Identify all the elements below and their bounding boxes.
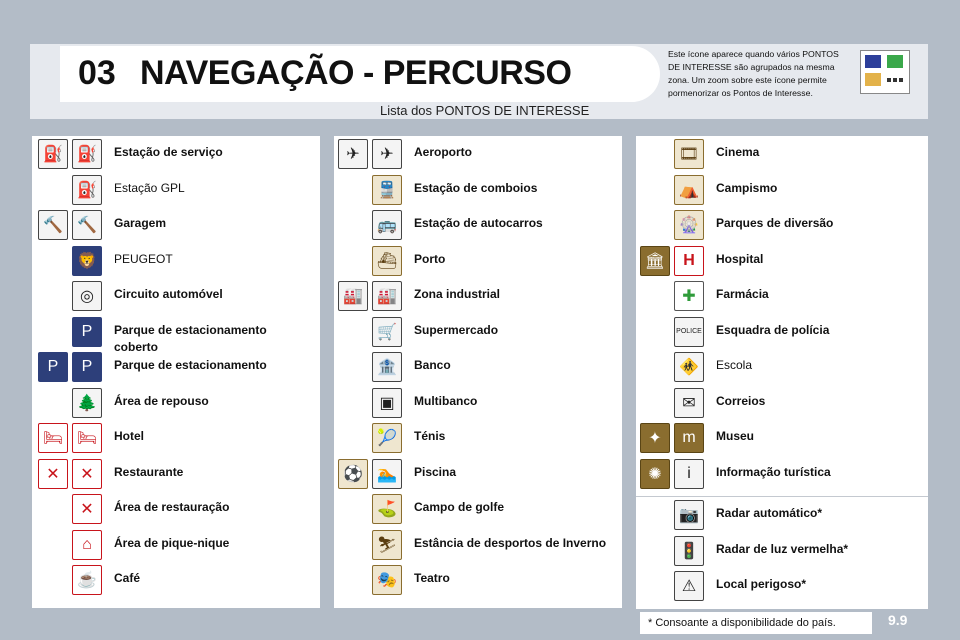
parking-icon: P — [38, 352, 68, 382]
poi-row — [334, 314, 622, 350]
poi-row — [334, 456, 622, 492]
poi-row — [32, 314, 320, 354]
poi-label: Área de pique-nique — [114, 535, 230, 550]
poi-label: Circuito automóvel — [114, 287, 223, 301]
sightseeing-icon: ✺ — [640, 459, 670, 489]
hammer-icon: 🔨 — [38, 210, 68, 240]
poi-label: Área de repouso — [114, 393, 209, 408]
poi-label: Parque de estacionamento — [114, 358, 267, 372]
chapter-title: NAVEGAÇÃO - PERCURSO — [140, 54, 572, 92]
poi-row — [32, 385, 320, 421]
poi-label: Estação GPL — [114, 180, 185, 195]
industry-icon: 🏭 — [372, 281, 402, 311]
poi-label: Aeroporto — [414, 145, 472, 159]
poi-label: Estância de desportos de Inverno — [414, 535, 607, 550]
poi-row — [636, 243, 928, 279]
poi-row — [32, 349, 320, 385]
poi-column-3 — [636, 136, 928, 496]
poi-label: Teatro — [414, 571, 450, 585]
food-court-icon: ✕ — [72, 494, 102, 524]
poi-row — [334, 491, 622, 527]
poi-label: Ténis — [414, 429, 446, 443]
peugeot-lion-icon: 🦁 — [72, 246, 102, 276]
poi-row — [32, 278, 320, 314]
film-reel-icon: 🎞 — [674, 139, 704, 169]
poi-column-3-speed-cameras — [636, 496, 928, 609]
poi-row — [334, 349, 622, 385]
poi-label: Cinema — [716, 145, 760, 159]
poi-row — [32, 527, 320, 563]
poi-column-2 — [334, 136, 622, 608]
poi-label: Café — [114, 571, 141, 585]
poi-label: Parques de diversão — [716, 216, 834, 230]
poi-row — [32, 243, 320, 279]
poi-label: Farmácia — [716, 287, 769, 301]
school-children-icon: 🚸 — [674, 352, 704, 382]
amusement-park-icon: 🎡 — [674, 210, 704, 240]
camping-tent-icon: ⛺ — [674, 175, 704, 205]
poi-row — [32, 456, 320, 492]
picnic-icon: ⌂ — [72, 530, 102, 560]
poi-row — [636, 349, 928, 385]
poi-row — [32, 207, 320, 243]
airplane-icon: ✈ — [372, 139, 402, 169]
page-number: 9.9 — [888, 612, 908, 628]
red-light-camera-icon: 🚦 — [674, 536, 704, 566]
poi-label: Garagem — [114, 216, 167, 230]
poi-row — [636, 278, 928, 314]
poi-row — [636, 314, 928, 350]
poi-row — [334, 243, 622, 279]
airport-facilities-icon: ✈ — [338, 139, 368, 169]
poi-label: Hospital — [716, 251, 764, 266]
poi-row — [334, 420, 622, 456]
poi-label: Campo de golfe — [414, 500, 505, 514]
poi-row — [32, 491, 320, 527]
poi-label: Escola — [716, 358, 753, 372]
pharmacy-cross-icon: ✚ — [674, 281, 704, 311]
footnote: * Consoante a disponibilidade do país. — [640, 612, 872, 634]
ski-icon: ⛷ — [372, 530, 402, 560]
poi-row — [32, 562, 320, 598]
info-icon: i — [674, 459, 704, 489]
poi-row — [334, 136, 622, 172]
poi-label: Porto — [414, 251, 446, 266]
poi-row — [32, 136, 320, 172]
poi-row — [334, 172, 622, 208]
industry-icon: 🏭 — [338, 281, 368, 311]
grouped-poi-icon — [860, 50, 910, 94]
swimming-icon: 🏊 — [372, 459, 402, 489]
poi-label: Piscina — [414, 464, 457, 479]
parking-icon: P — [72, 352, 102, 382]
poi-column-1 — [32, 136, 320, 608]
rest-area-icon: 🌲 — [72, 388, 102, 418]
institution-icon: 🏛 — [640, 246, 670, 276]
fuel-icon: ⛽ — [72, 139, 102, 169]
poi-label: Multibanco — [414, 393, 478, 408]
poi-label: Restaurante — [114, 464, 184, 479]
poi-row — [32, 420, 320, 456]
hotel-bed-icon: 🛏 — [72, 423, 102, 453]
poi-label: Zona industrial — [414, 287, 501, 301]
poi-label: Radar de luz vermelha* — [716, 541, 849, 556]
bus-icon: 🚌 — [372, 210, 402, 240]
theatre-icon: 🎭 — [372, 565, 402, 595]
cutlery-icon: ✕ — [38, 459, 68, 489]
atm-icon: ▣ — [372, 388, 402, 418]
poi-label: PEUGEOT — [114, 251, 173, 266]
poi-row — [636, 207, 928, 243]
sports-icon: ⚽ — [338, 459, 368, 489]
poi-row — [636, 456, 928, 492]
police-icon: POLICE — [674, 317, 704, 347]
coffee-cup-icon: ☕ — [72, 565, 102, 595]
ship-icon: ⛴ — [372, 246, 402, 276]
golf-icon: ⛳ — [372, 494, 402, 524]
hotel-bed-icon: 🛏 — [38, 423, 68, 453]
poi-row — [636, 568, 928, 604]
train-icon: 🚆 — [372, 175, 402, 205]
poi-label: Supermercado — [414, 322, 499, 337]
poi-label: Estação de serviço — [114, 145, 223, 159]
poi-row — [334, 385, 622, 421]
chapter-number: 03 — [78, 54, 116, 92]
poi-row — [334, 562, 622, 598]
poi-label: Informação turística — [716, 464, 831, 479]
covered-parking-icon: P — [72, 317, 102, 347]
tennis-icon: 🎾 — [372, 423, 402, 453]
poi-row — [334, 207, 622, 243]
poi-label: Local perigoso* — [716, 577, 807, 591]
museum-m-icon: m — [674, 423, 704, 453]
poi-label: Área de restauração — [114, 500, 230, 514]
monument-icon: ✦ — [640, 423, 670, 453]
race-circuit-icon: ◎ — [72, 281, 102, 311]
fuel-icon: ⛽ — [38, 139, 68, 169]
grouped-poi-note: Este ícone aparece quando vários PONTOS DE INTERESSE são agrupados na mesma zona. Um zoom sobre este ícone permite pormenorizar os Pontos de Interesse. — [668, 49, 839, 98]
cutlery-icon: ✕ — [72, 459, 102, 489]
bank-icon: 🏦 — [372, 352, 402, 382]
gpl-fuel-icon: ⛽ — [72, 175, 102, 205]
poi-row — [636, 533, 928, 569]
poi-label: Hotel — [114, 429, 144, 443]
poi-row — [636, 136, 928, 172]
envelope-icon: ✉ — [674, 388, 704, 418]
poi-label: Campismo — [716, 180, 778, 195]
poi-label: Parque de estacionamento coberto — [114, 322, 267, 354]
hospital-h-icon: H — [674, 246, 704, 276]
poi-label: Banco — [414, 358, 451, 372]
poi-label: Estação de comboios — [414, 180, 538, 195]
poi-row — [32, 172, 320, 208]
poi-row — [636, 497, 928, 533]
poi-label: Radar automático* — [716, 506, 823, 520]
poi-label: Esquadra de polícia — [716, 322, 830, 337]
poi-row — [334, 278, 622, 314]
poi-row — [636, 172, 928, 208]
poi-row — [334, 527, 622, 563]
poi-label: Correios — [716, 393, 766, 408]
poi-row — [636, 385, 928, 421]
poi-label: Museu — [716, 429, 755, 443]
page-subtitle: Lista dos PONTOS DE INTERESSE — [380, 103, 590, 118]
poi-row — [636, 420, 928, 456]
speed-camera-icon: 📷 — [674, 500, 704, 530]
shopping-cart-icon: 🛒 — [372, 317, 402, 347]
poi-label: Estação de autocarros — [414, 216, 543, 230]
hammer-icon: 🔨 — [72, 210, 102, 240]
warning-triangle-icon: ⚠ — [674, 571, 704, 601]
